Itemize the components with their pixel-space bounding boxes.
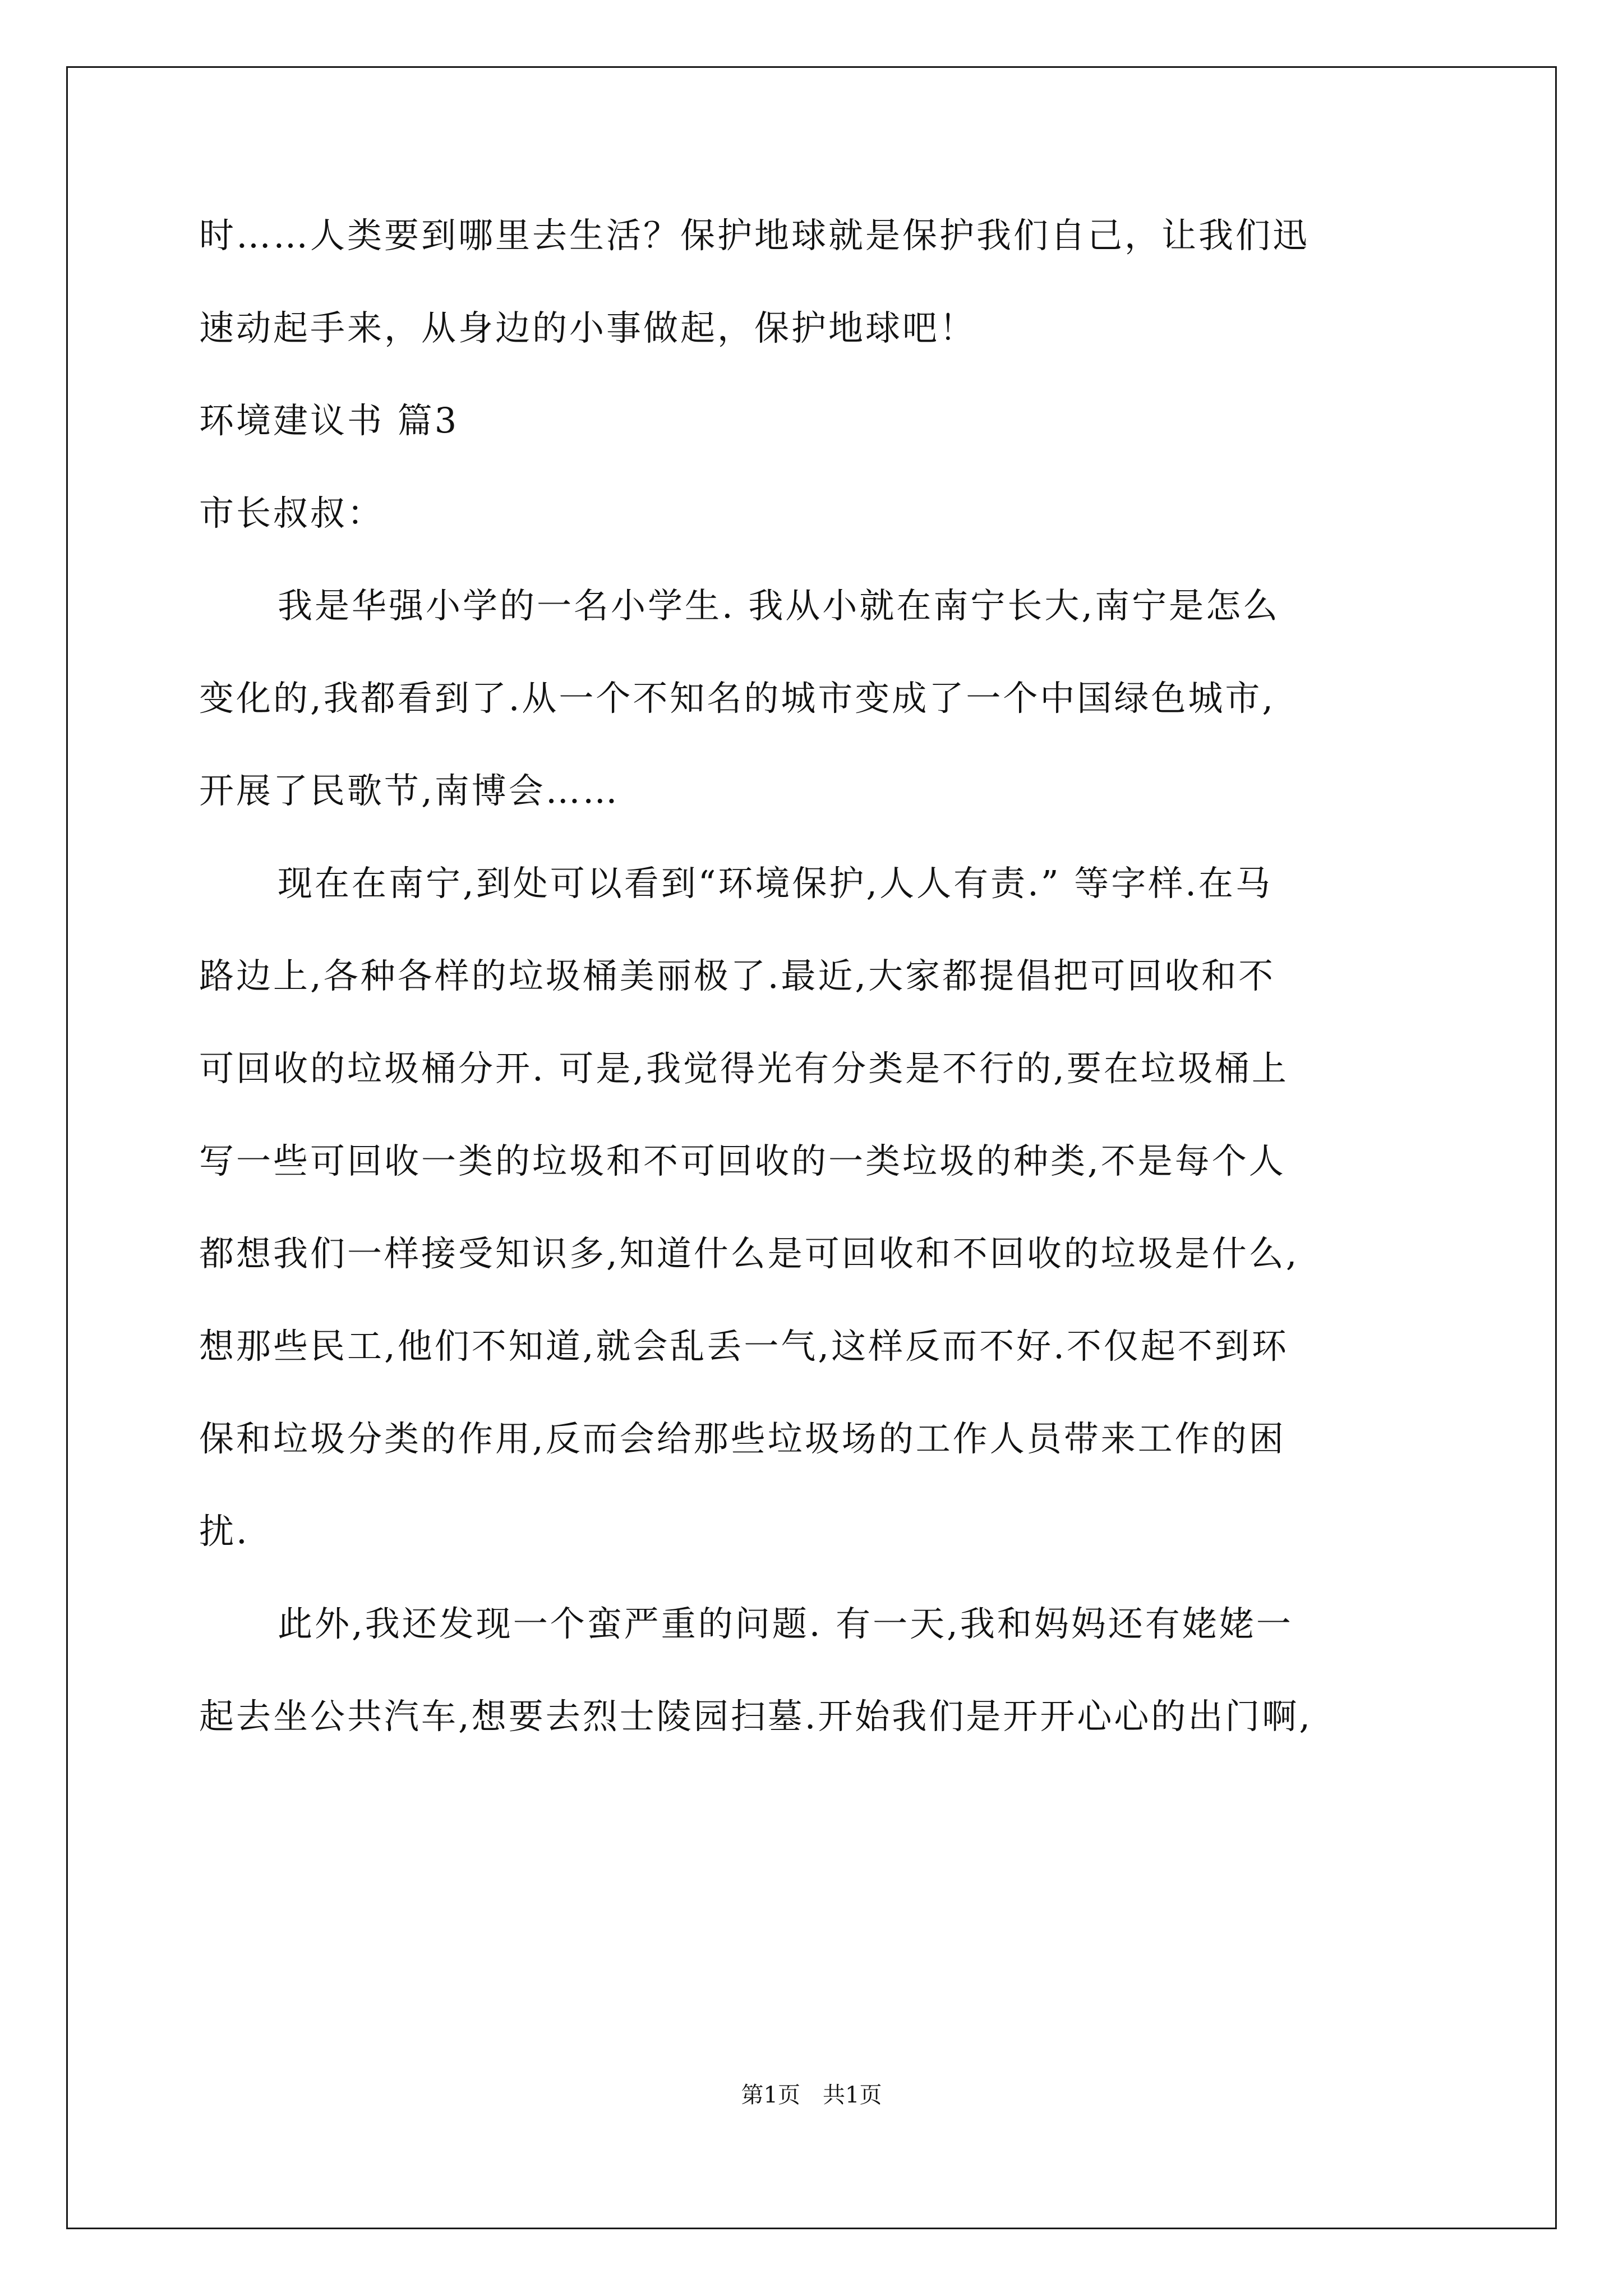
paragraph-start: 此外,我还发现一个蛮严重的问题. 有一天,我和妈妈还有姥姥一 <box>278 1603 1293 1644</box>
paragraph-start: 现在在南宁,到处可以看到“环境保护,人人有责.” 等字样.在马 <box>278 863 1272 904</box>
page-footer: 第1页 共1页 <box>741 2082 882 2108</box>
text-line: 变化的,我都看到了.从一个不知名的城市变成了一个中国绿色城市, <box>199 678 1276 719</box>
text-line: 开展了民歌节,南博会…… <box>199 770 620 811</box>
document-body <box>199 208 1424 1781</box>
text-line: 速动起手来，从身边的小事做起，保护地球吧！ <box>199 307 977 348</box>
text-line: 保和垃圾分类的作用,反而会给那些垃圾场的工作人员带来工作的困 <box>199 1418 1286 1459</box>
text-line: 想那些民工,他们不知道,就会乱丢一气,这样反而不好.不仅起不到环 <box>199 1326 1289 1366</box>
text-line: 扰. <box>199 1511 250 1552</box>
text-line: 时……人类要到哪里去生活？保护地球就是保护我们自己，让我们迅 <box>199 215 1310 256</box>
salutation: 市长叔叔： <box>199 493 385 533</box>
section-heading: 环境建议书 篇3 <box>199 400 459 441</box>
text-line: 都想我们一样接受知识多,知道什么是可回收和不回收的垃圾是什么, <box>199 1233 1299 1274</box>
text-line: 路边上,各种各样的垃圾桶美丽极了.最近,大家都提倡把可回收和不 <box>199 955 1276 996</box>
paragraph-start: 我是华强小学的一名小学生. 我从小就在南宁长大,南宁是怎么 <box>278 585 1280 626</box>
text-line: 可回收的垃圾桶分开. 可是,我觉得光有分类是不行的,要在垃圾桶上 <box>199 1048 1289 1089</box>
text-line: 写一些可回收一类的垃圾和不可回收的一类垃圾的种类,不是每个人 <box>199 1140 1286 1181</box>
text-line: 起去坐公共汽车,想要去烈士陵园扫墓.开始我们是开开心心的出门啊, <box>199 1696 1313 1737</box>
